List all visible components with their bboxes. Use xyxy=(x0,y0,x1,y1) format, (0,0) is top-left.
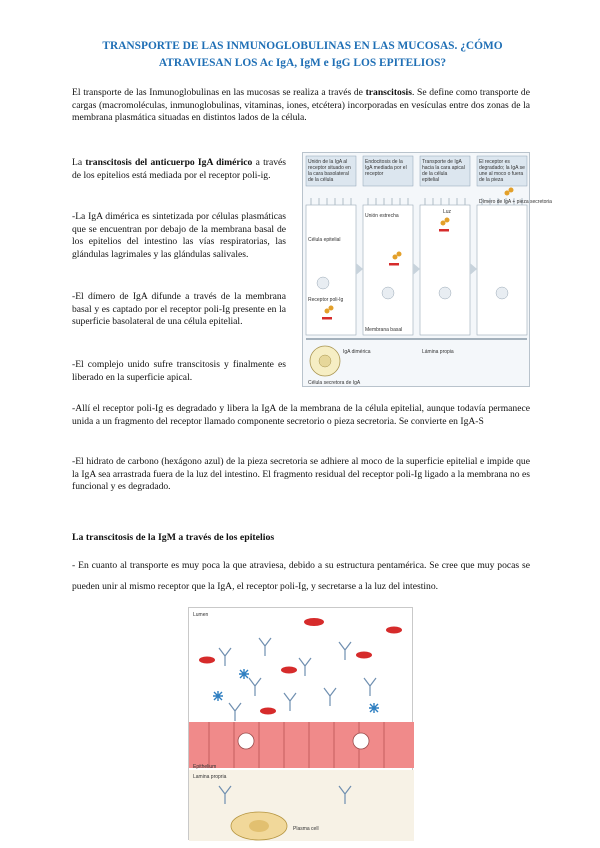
receptor-fragments xyxy=(199,618,402,715)
panel-4-caption: El receptor es degradado; la IgA se une al moco o fuera de la pieza xyxy=(479,159,525,183)
panel-3-caption: Transporte de IgA hacia la cara apical de la célula epitelial xyxy=(422,159,465,183)
arrow-2 xyxy=(413,263,420,275)
vesicle-2 xyxy=(353,733,369,749)
label-celula-plasmatica: Célula secretora de IgA xyxy=(308,380,361,386)
title-line-2: ATRAVIESAN LOS Ac IgA, IgM e IgG LOS EPITELIOS? xyxy=(158,57,447,69)
igm-figure-svg xyxy=(189,608,414,841)
label-receptor: Receptor poli-Ig xyxy=(308,297,344,303)
iga-transcytosis-figure xyxy=(302,152,552,387)
label-plasma-cell: Plasma cell xyxy=(293,826,319,832)
label-lamina-propia: Lámina propia xyxy=(422,349,454,355)
transcitosis-term: transcitosis xyxy=(365,87,412,98)
iga-paragraph-1: La transcitosis del anticuerpo IgA dimérico a través de los epitelios está mediada por el receptor poli-ig. xyxy=(72,157,286,181)
page-title xyxy=(75,38,530,72)
nucleus-2 xyxy=(382,287,394,299)
iga-paragraph-3: -El dímero de IgA difunde a través de la membrana basal y es captado por el receptor poli-Ig presente en la superficie basolateral de una célula epitelial. xyxy=(72,291,286,328)
iga-paragraph-5: -Allí el receptor poli-Ig es degradado y libera la IgA de la membrana de la célula epitelial, aunque todavía permanece unida a un fragmento del receptor llamado componente secretorio o pieza secretoria. Se convierte en IgA-S xyxy=(72,403,530,427)
epithelial-cell-1 xyxy=(306,205,356,335)
igm-section-heading: La transcitosis de la IgM a través de los epitelios xyxy=(72,532,275,543)
epithelial-cell-2 xyxy=(363,205,413,335)
iga-figure-svg xyxy=(303,153,552,388)
igm-transcytosis-figure xyxy=(188,607,413,840)
plasma-cell-nucleus xyxy=(319,355,331,367)
igm-paragraph-1: - En cuanto al transporte es muy poca la que atraviesa, debido a su estructura pentamérica. Se cree que muy pocas se pueden unir al mismo receptor que la IgA, el receptor poli-Ig, y secretarse a la luz del intestino. xyxy=(72,560,530,592)
epithelial-cell-4 xyxy=(477,205,527,335)
panel-2-caption: Endocitosis de la IgA mediada por el receptor xyxy=(365,159,407,177)
label-dimero: Dímero de IgA + pieza secretoria xyxy=(479,199,552,205)
label-epithelium: Epithelium xyxy=(193,764,217,770)
iga-paragraph-6: -El hidrato de carbono (hexágono azul) de la pieza secretoria se adhiere al moco de la superficie epitelial e impide que la IgA sea arrastrada fuera de la luz del intestino. El fragmento residual del receptor poli-Ig ligado a la membrana no es funcional y es degradado. xyxy=(72,456,530,493)
title-line-1: TRANSPORTE DE LAS INMUNOGLOBULINAS EN LAS MUCOSAS. ¿CÓMO xyxy=(102,40,503,52)
label-membrana-basal: Membrana basal xyxy=(365,327,403,333)
nucleus-4 xyxy=(496,287,508,299)
iga-paragraph-4: -El complejo unido sufre transcitosis y finalmente es liberado en la superficie apical. xyxy=(72,359,286,383)
vesicle-1 xyxy=(238,733,254,749)
label-iga-dimerica: IgA dimérica xyxy=(343,349,371,355)
arrow-1 xyxy=(356,263,363,275)
panel-1-caption: Unión de la IgA al receptor situado en la cara basolateral de la célula xyxy=(308,159,351,183)
label-lumen: Lumen xyxy=(193,612,209,618)
nucleus-1 xyxy=(317,277,329,289)
intro-paragraph: El transporte de las Inmunoglobulinas en las mucosas se realiza a través de transcitosis. Se define como transporte de cargas (macromoléculas, inmunoglobulinas, vitaminas, iones, etcétera) incorporadas en vesículas entre dos zonas de la membrana plasmática situadas en distintos lados de la célula. xyxy=(72,87,530,124)
label-luz: Luz xyxy=(443,209,452,215)
nucleus-3 xyxy=(439,287,451,299)
plasma-cell-2-nucleus xyxy=(249,820,269,832)
label-union-estrecha: Unión estrecha xyxy=(365,213,399,219)
epithelium-band xyxy=(189,722,414,768)
antibodies-lumen xyxy=(219,638,376,721)
label-celula-epitelial: Célula epitelial xyxy=(308,237,341,243)
iga-bold-term: transcitosis del anticuerpo IgA dimérico xyxy=(85,157,253,168)
iga-paragraph-2: -La IgA dimérica es sintetizada por células plasmáticas que se encuentran por debajo de la membrana basal de los epitelios del intestino las vías respiratorias, las glándulas lagrimales y las glándulas salivales. xyxy=(72,211,286,260)
arrow-3 xyxy=(470,263,477,275)
label-lamina-propria: Lamina propria xyxy=(193,774,227,780)
